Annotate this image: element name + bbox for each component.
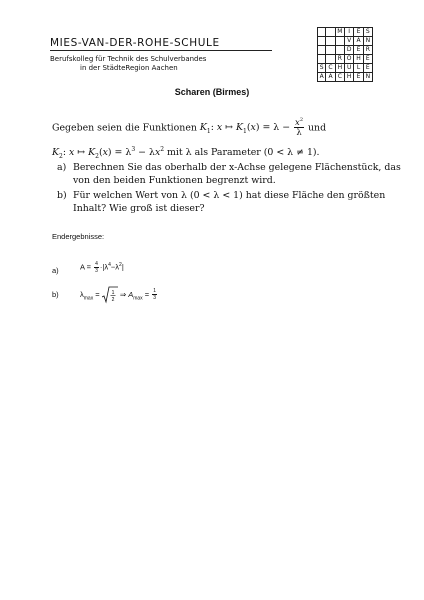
logo-cell: R	[364, 46, 373, 55]
logo-cell: H	[354, 55, 363, 64]
logo-cell: E	[354, 46, 363, 55]
school-subtitle-line2: in der StädteRegion Aachen	[80, 64, 178, 72]
result-a-label: a)	[52, 266, 59, 275]
fraction-1-over-3: $\frac{1}{3}$	[153, 288, 157, 301]
part-a-line-2: von den beiden Funktionen begrenzt wird.	[73, 175, 276, 186]
logo-cell	[317, 37, 326, 46]
logo-cell: A	[317, 73, 326, 82]
logo-cell: N	[364, 73, 373, 82]
problem-intro-text: Gegeben seien die Funktionen	[52, 122, 197, 134]
logo-cell: H	[345, 73, 354, 82]
svg-text:2: 2	[111, 297, 115, 303]
logo-cell	[326, 27, 335, 37]
logo-cell: R	[336, 55, 345, 64]
logo-cell: C	[336, 73, 345, 82]
logo-cell	[317, 46, 326, 55]
logo-cell: O	[345, 55, 354, 64]
result-b-formula: $\lambda_{max}$ = 1 2 ⇒ $A_{max}$ = $\frac{1}{3}$	[80, 286, 158, 304]
svg-text:1: 1	[111, 290, 115, 296]
logo-cell	[326, 46, 335, 55]
problem-line-2	[52, 146, 320, 160]
parameter-text: mit λ als Parameter (0 < λ ≠ 1).	[167, 147, 320, 159]
logo-cell: A	[354, 37, 363, 46]
fraction-x2-over-lambda: $\frac{x^2}{\lambda}$	[295, 117, 304, 139]
logo-cell	[326, 55, 335, 64]
problem-line-1	[52, 118, 326, 138]
logo-cell: A	[326, 73, 335, 82]
logo-cell: D	[345, 46, 354, 55]
worksheet-title: Scharen (Birmes)	[174, 87, 250, 97]
logo-cell	[336, 37, 345, 46]
part-a-line-1: Berechnen Sie das oberhalb der x-Achse gelegene Flächenstück, das	[73, 162, 401, 173]
logo-cell: I	[345, 27, 354, 37]
logo-cell	[317, 27, 326, 37]
results-heading: Endergebnisse:	[52, 232, 105, 241]
part-a-label: a)	[57, 162, 67, 173]
logo-cell: E	[354, 73, 363, 82]
logo-cell: E	[364, 64, 373, 73]
logo-cell: V	[345, 37, 354, 46]
part-b-line-2: Inhalt? Wie groß ist dieser?	[73, 203, 205, 214]
sqrt-one-half	[102, 286, 118, 304]
result-b-label: b)	[52, 290, 59, 299]
school-subtitle-line1: Berufskolleg für Technik des Schulverbandes	[50, 55, 207, 63]
function-k1-definition: $K_1$: x ↦ $K_1(x) = \lambda$ − $\frac{x^2}{\lambda}$	[199, 117, 304, 139]
logo-cell: L	[354, 64, 363, 73]
problem-and-text: und	[308, 122, 327, 134]
part-b-line-1: Für welchen Wert von λ (0 < λ < 1) hat diese Fläche den größten	[73, 190, 386, 201]
logo-cell: U	[345, 64, 354, 73]
logo-cell: C	[326, 64, 335, 73]
part-b-label: b)	[57, 190, 67, 201]
function-k2-definition: $K_2$: x ↦ $K_2(x) = \lambda^3 - \lambda x^2$	[52, 146, 165, 160]
logo-cell: M	[336, 27, 345, 37]
result-a-formula: A = $\frac{4}{3}$ $\cdot|\lambda^4-\lambda^2|$	[80, 261, 124, 274]
fraction-4-over-3: $\frac{4}{3}$	[95, 261, 98, 274]
logo-cell: S	[364, 27, 373, 37]
logo-cell: H	[336, 64, 345, 73]
logo-cell: S	[317, 64, 326, 73]
logo-cell: E	[354, 27, 363, 37]
logo-cell: N	[364, 37, 373, 46]
logo-cell	[336, 46, 345, 55]
school-name: MIES-VAN-DER-ROHE-SCHULE	[50, 37, 220, 49]
school-logo-grid	[317, 27, 373, 80]
logo-cell	[326, 37, 335, 46]
logo-cell	[317, 55, 326, 64]
header-divider	[50, 50, 272, 51]
logo-cell: E	[364, 55, 373, 64]
